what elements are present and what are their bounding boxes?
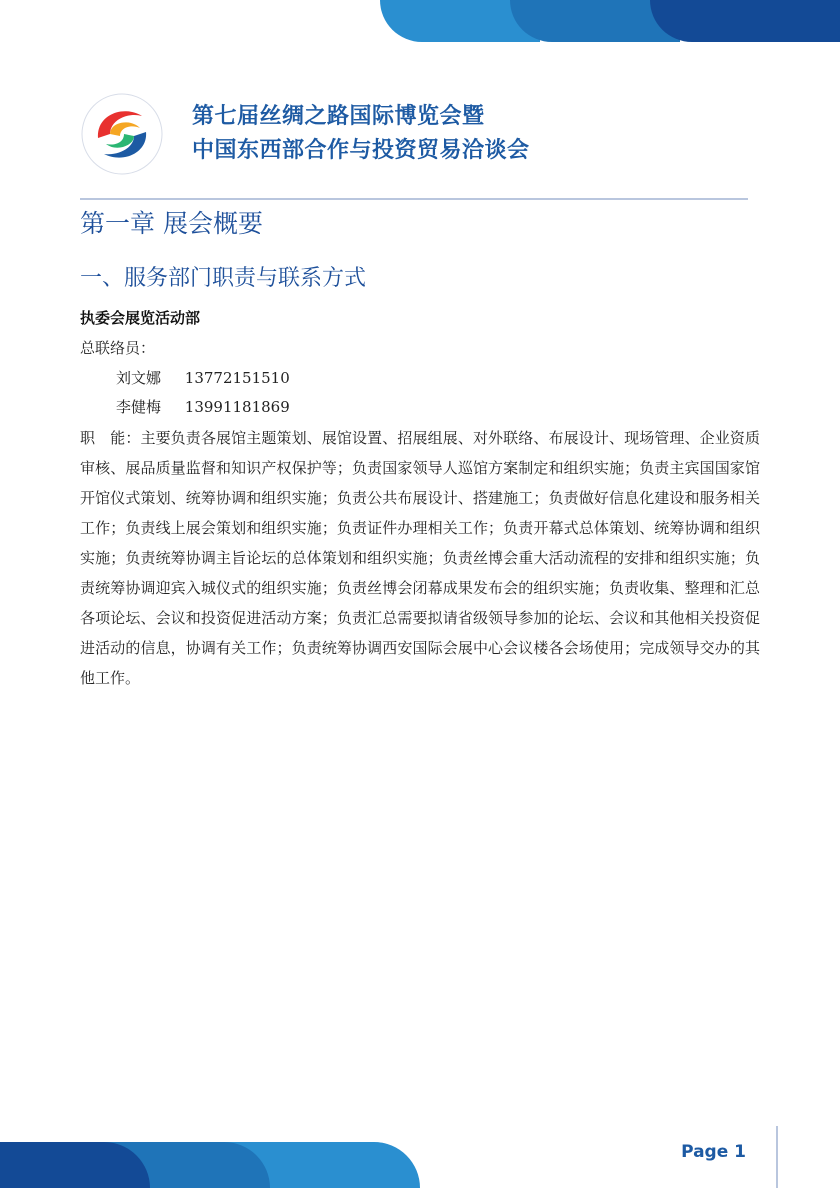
contact-entry [116,367,290,388]
section-title: 一、服务部门职责与联系方式 [80,266,367,291]
contact-entry [116,396,290,417]
organization-title [192,100,530,168]
footer-divider [776,1126,778,1188]
top-decorative-band [380,0,840,42]
contact-phone: 13991181869 [184,398,290,416]
document-header [80,92,760,178]
header-divider [80,198,748,200]
bottom-decorative-band [0,1142,420,1188]
chapter-title: 第一章 展会概要 [80,209,263,238]
department-name: 执委会展览活动部 [80,309,201,327]
duties-paragraph: 职 能：主要负责各展馆主题策划、展馆设置、招展组展、对外联络、布展设计、现场管理、企业资质审核、展品质量监督和知识产权保护等；负责国家领导人巡馆方案制定和组织实施；负责主宾国国家馆开馆仪式策划、统筹协调和组织实施；负责公共布展设计、搭建施工；负责做好信息化建设和服务相关工作；负责线上展会策划和组织实施；负责证件办理相关工作；负责开幕式总体策划、统筹协调和组织实施；负责统筹协调主旨论坛的总体策划和组织实施；负责丝博会重大活动流程的安排和组织实施；负责统筹协调迎宾入城仪式的组织实施；负责丝博会闭幕成果发布会的组织实施；负责收集、整理和汇总各项论坛、会议和投资促进活动方案；负责汇总需要拟请省级领导参加的论坛、会议和其他相关投资促进活动的信息，协调有关工作；负责统筹协调西安国际会展中心会议楼各会场使用；完成领导交办的其他工作。 [80,429,760,687]
title-line-1: 第七届丝绸之路国际博览会暨 [192,104,485,129]
expo-logo-icon [80,92,164,176]
contact-name: 刘文娜 [116,369,162,387]
contact-name: 李健梅 [116,398,162,416]
liaison-label: 总联络员： [80,339,156,357]
contact-phone: 13772151510 [184,369,290,387]
title-line-2: 中国东西部合作与投资贸易洽谈会 [192,138,530,163]
page-number: Page 1 [681,1142,746,1162]
